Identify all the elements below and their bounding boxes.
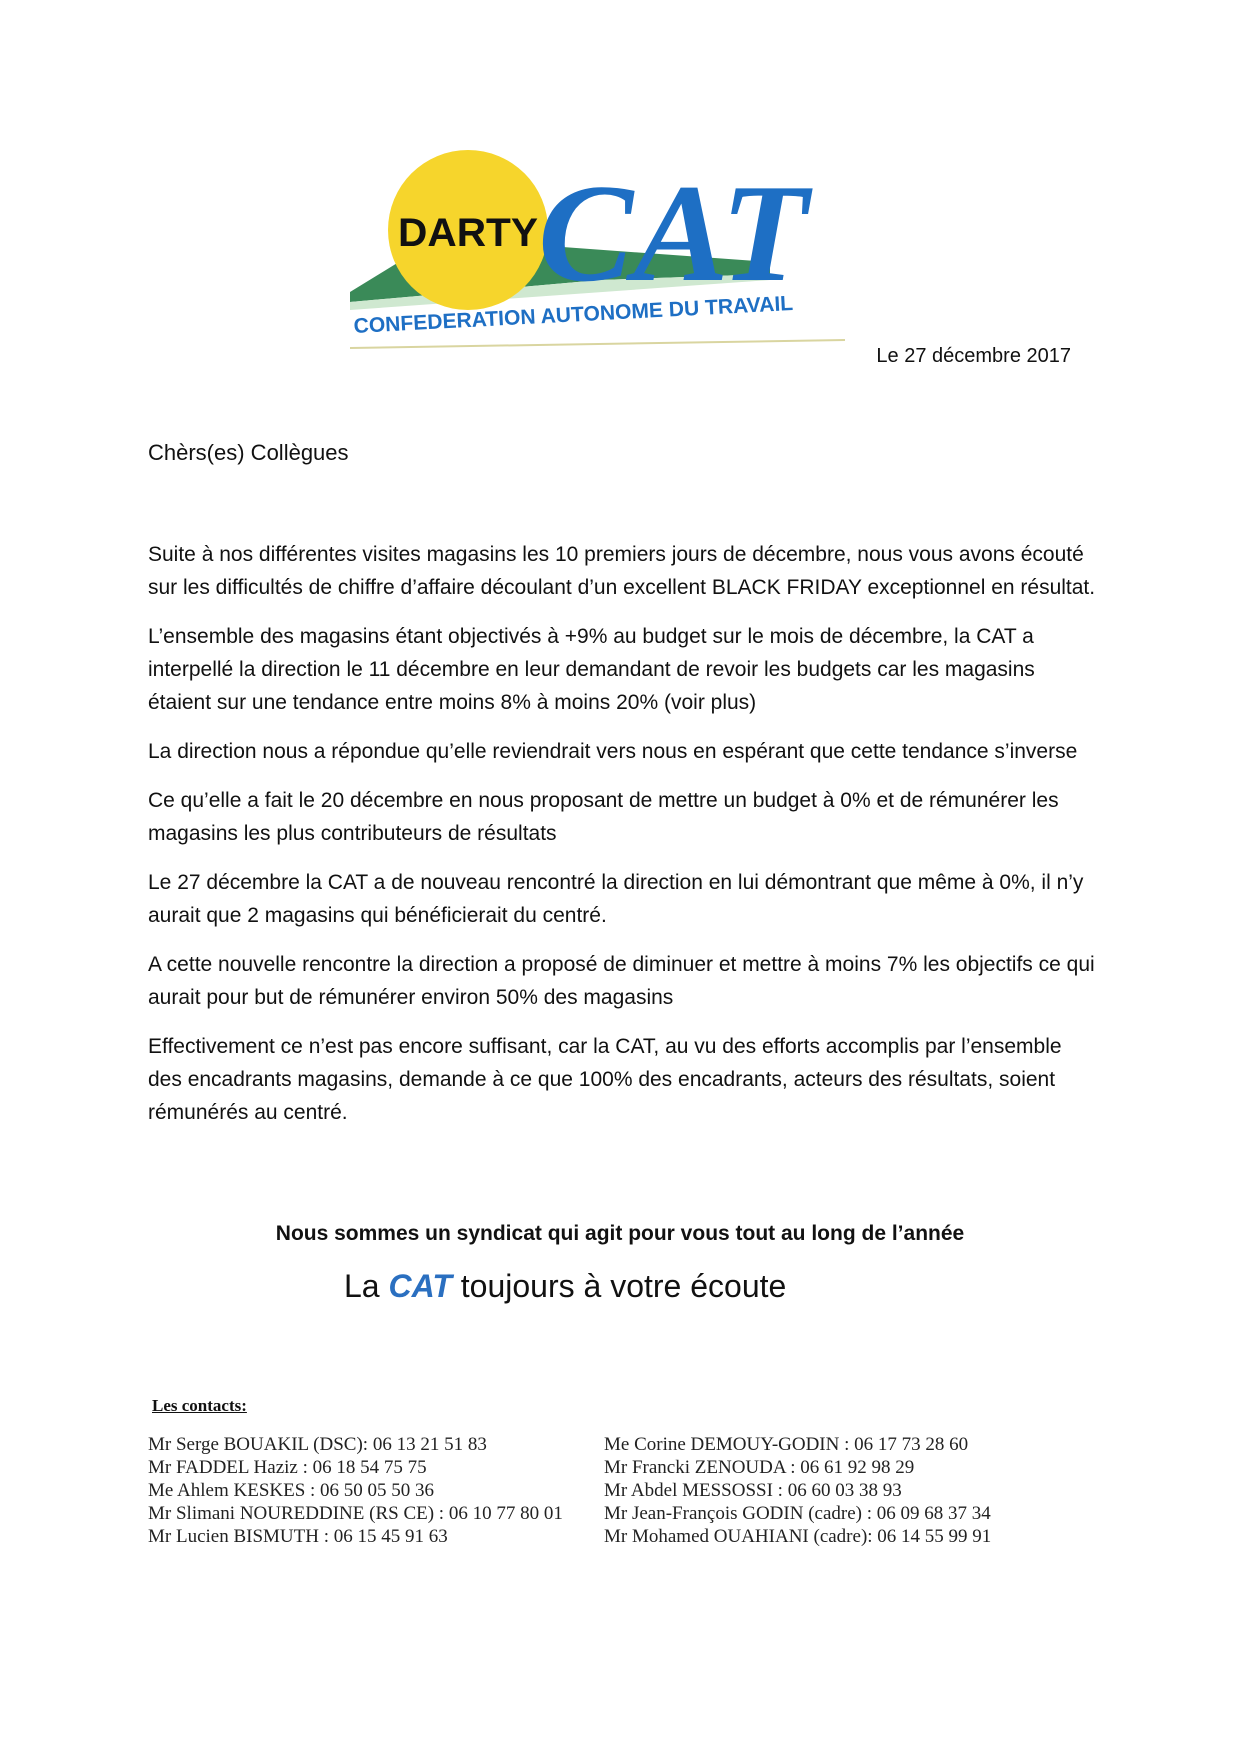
body-paragraph: La direction nous a répondue qu’elle reviendrait vers nous en espérant que cette tendance s’inverse (148, 740, 1078, 763)
contact-entry: Mr FADDEL Haziz : 06 18 54 75 75 (148, 1457, 427, 1478)
letter-date: Le 27 décembre 2017 (876, 345, 1071, 367)
contacts-right-column (604, 1433, 991, 1548)
body-paragraph: Suite à nos différentes visites magasins les 10 premiers jours de décembre, nous vous avons écouté sur les difficultés de chiffre d’affaire découlant d’un excellent BLACK FRIDAY exceptionnel en résultat. (148, 543, 1096, 599)
contact-entry: Mr Slimani NOUREDDINE (RS CE) : 06 10 77 80 01 (148, 1503, 563, 1524)
union-motto: Nous sommes un syndicat qui agit pour vous tout au long de l’année (275, 1222, 965, 1245)
body-paragraph: A cette nouvelle rencontre la direction a proposé de diminuer et mettre à moins 7% les objectifs ce qui aurait pour but de rémunérer environ 50% des magasins (148, 953, 1095, 1009)
logo-full-name-text: CONFEDERATION AUTONOME DU TRAVAIL (353, 292, 793, 338)
tagline-prefix: La (344, 1268, 389, 1304)
body-paragraph: L’ensemble des magasins étant objectivés à +9% au budget sur le mois de décembre, la CAT a interpellé la direction le 11 décembre en leur demandant de revoir les budgets car les magasins étaient sur une tendance entre moins 8% à moins 20% (voir plus) (148, 625, 1035, 714)
body-paragraph: Ce qu’elle a fait le 20 décembre en nous proposant de mettre un budget à 0% et de rémunérer les magasins les plus contributeurs de résultats (148, 789, 1059, 845)
contact-entry: Mr Jean-François GODIN (cadre) : 06 09 68 37 34 (604, 1503, 991, 1524)
contact-entry: Mr Lucien BISMUTH : 06 15 45 91 63 (148, 1526, 448, 1547)
contact-entry: Me Ahlem KESKES : 06 50 05 50 36 (148, 1480, 435, 1501)
cat-logo (350, 150, 860, 360)
contact-entry: Mr Francki ZENOUDA : 06 61 92 98 29 (604, 1457, 915, 1478)
contact-entry: Mr Abdel MESSOSSI : 06 60 03 38 93 (604, 1480, 902, 1501)
contact-entry: Mr Serge BOUAKIL (DSC): 06 13 21 51 83 (148, 1434, 487, 1455)
logo-darty-text: DARTY (398, 211, 539, 255)
tagline-suffix: toujours à votre écoute (451, 1268, 787, 1304)
body-paragraph: Le 27 décembre la CAT a de nouveau rencontré la direction en lui démontrant que même à 0%, il n’y aurait que 2 magasins qui bénéficierait du centré. (148, 871, 1084, 927)
letter-body (148, 538, 1098, 1145)
salutation: Chèrs(es) Collègues (148, 440, 349, 465)
tagline (344, 1268, 786, 1305)
body-paragraph: Effectivement ce n’est pas encore suffisant, car la CAT, au vu des efforts accomplis par l’ensemble des encadrants magasins, demande à ce que 100% des encadrants, acteurs des résultats, soient rémunérés au centré. (148, 1035, 1062, 1124)
contacts-left-column (148, 1433, 563, 1548)
tagline-brand: CAT (388, 1268, 452, 1304)
contacts-title: Les contacts: (152, 1396, 247, 1415)
contact-entry: Mr Mohamed OUAHIANI (cadre): 06 14 55 99 91 (604, 1526, 992, 1547)
logo-cat-text: CAT (538, 156, 814, 311)
contact-entry: Me Corine DEMOUY-GODIN : 06 17 73 28 60 (604, 1434, 969, 1455)
